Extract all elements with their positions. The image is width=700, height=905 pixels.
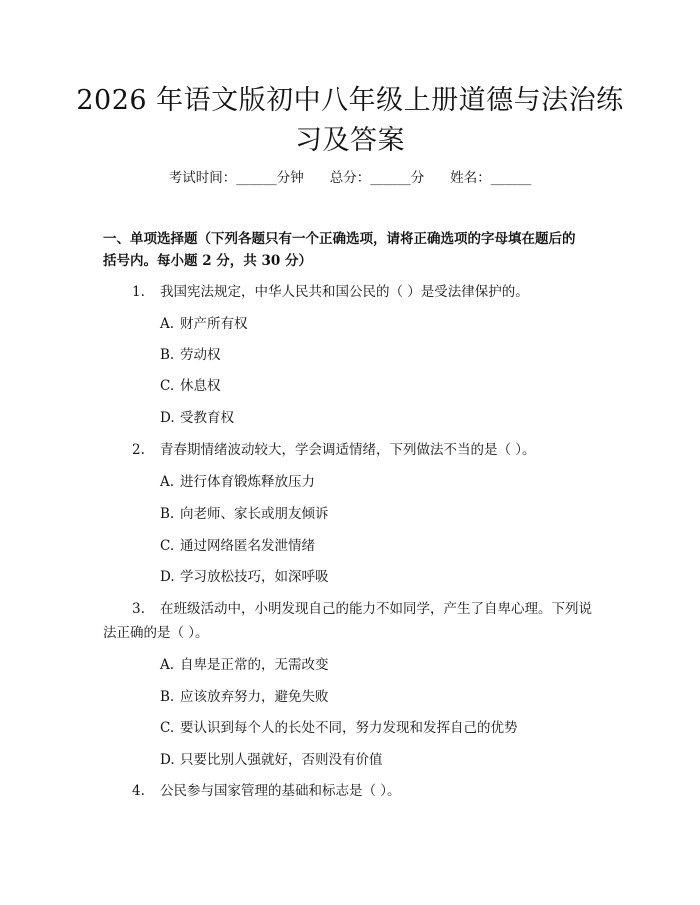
question-2-option-d <box>160 566 329 588</box>
section-heading-line-2: 括号内。每小题 2 分，共 30 分） <box>103 253 312 269</box>
question-3-line-1 <box>132 598 592 620</box>
question-1-option-a <box>160 313 248 335</box>
question-2-option-b <box>160 503 329 525</box>
option-text: 只要比别人强就好，否则没有价值 <box>180 752 383 768</box>
option-letter: A. <box>160 657 175 673</box>
exam-info <box>0 166 700 190</box>
question-2 <box>132 439 536 461</box>
exam-score-field: 总分：______分 <box>329 170 425 186</box>
document-title-line-2: 习及答案 <box>295 125 405 156</box>
option-letter: C. <box>160 378 175 394</box>
option-letter: C. <box>160 720 175 736</box>
question-2-option-c <box>160 535 315 557</box>
section-heading-line-1: 一、单项选择题（下列各题只有一个正确选项，请将正确选项的字母填在题后的 <box>103 231 576 247</box>
option-letter: B. <box>160 689 175 705</box>
question-text: 青春期情绪波动较大，学会调适情绪，下列做法不当的是（ ）。 <box>160 442 536 458</box>
question-1-option-b <box>160 344 221 366</box>
option-text: 应该放弃努力，避免失败 <box>180 689 329 705</box>
question-3-option-b <box>160 686 329 708</box>
question-2-option-a <box>160 471 315 493</box>
question-number: 3. <box>132 601 145 617</box>
exam-time-field: 考试时间：______分钟 <box>168 170 304 186</box>
question-text: 法正确的是（ ）。 <box>103 625 209 641</box>
option-text: 休息权 <box>180 378 221 394</box>
option-text: 劳动权 <box>180 347 221 363</box>
option-letter: D. <box>160 410 175 426</box>
option-letter: A. <box>160 316 175 332</box>
question-3-option-a <box>160 654 329 676</box>
document-title-line-1: 2026 年语文版初中八年级上册道德与法治练 <box>76 85 624 116</box>
question-3-option-d <box>160 749 383 771</box>
question-text: 我国宪法规定，中华人民共和国公民的（ ）是受法律保护的。 <box>160 284 529 300</box>
option-text: 通过网络匿名发泄情绪 <box>180 538 315 554</box>
question-3-option-c <box>160 717 518 739</box>
option-text: 学习放松技巧，如深呼吸 <box>180 569 329 585</box>
question-text: 公民参与国家管理的基础和标志是（ ）。 <box>160 783 401 799</box>
option-letter: B. <box>160 347 175 363</box>
option-text: 要认识到每个人的长处不同，努力发现和发挥自己的优势 <box>180 720 518 736</box>
option-text: 受教育权 <box>180 410 234 426</box>
question-number: 2. <box>132 442 145 458</box>
option-letter: D. <box>160 752 175 768</box>
question-4 <box>132 780 401 802</box>
question-number: 1. <box>132 284 145 300</box>
question-3-line-2 <box>103 622 209 644</box>
question-1-option-d <box>160 407 234 429</box>
question-1-option-c <box>160 375 221 397</box>
option-text: 进行体育锻炼释放压力 <box>180 474 315 490</box>
option-letter: B. <box>160 506 175 522</box>
question-number: 4. <box>132 783 145 799</box>
option-text: 财产所有权 <box>180 316 248 332</box>
option-text: 自卑是正常的，无需改变 <box>180 657 329 673</box>
question-text: 在班级活动中，小明发现自己的能力不如同学，产生了自卑心理。下列说 <box>160 601 592 617</box>
option-letter: D. <box>160 569 175 585</box>
option-letter: C. <box>160 538 175 554</box>
option-text: 向老师、家长或朋友倾诉 <box>180 506 329 522</box>
option-letter: A. <box>160 474 175 490</box>
question-1 <box>132 281 529 303</box>
exam-name-field: 姓名：______ <box>450 170 532 186</box>
